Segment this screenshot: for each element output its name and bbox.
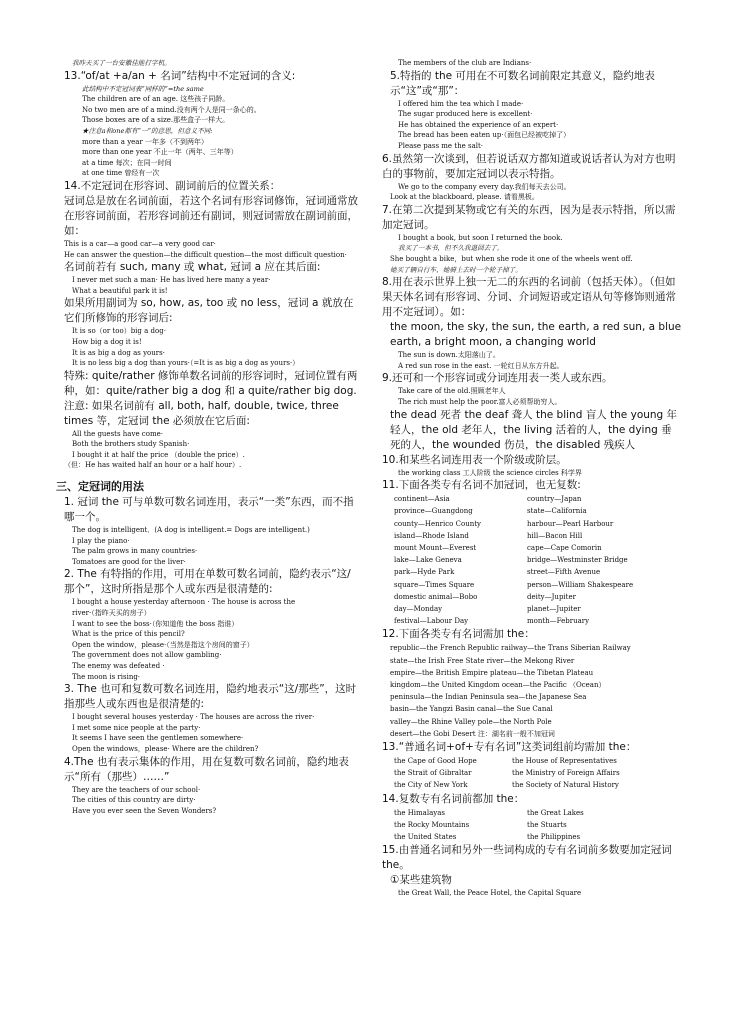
left-line: It is no less big a dog than yours·（=It is as big a dog as yours·） [72,359,300,368]
item-15-sub-buildings: ①某些建筑物 [390,874,452,887]
table-row [382,518,682,530]
right-line: Look at the blackboard, please. 请看黑板。 [390,193,539,202]
table-row: basin—the Yangzi Basin canal—the Sue Canal [390,705,553,714]
table-cell: the Cape of Good Hope [394,756,477,765]
right-column [382,58,682,899]
table-cell: day—Monday [394,604,443,613]
right-line: Please pass me the salt· [398,141,484,150]
left-line: I bought several houses yesterday · The houses are across the river· [72,713,315,722]
left-line: The moon is rising· [72,672,141,681]
left-line: 注意: 如果名词前有 all, both, half, double, twice, three times 等，定冠词 the 必须放在它后面: [64,399,339,427]
left-line: （但：He has waited half an hour or a half hour）. [64,461,242,470]
right-lines [382,58,682,493]
table-cell: planet—Jupiter [527,604,581,613]
table-cell: month—February [527,617,590,626]
table-cell: the House of Representatives [512,756,617,765]
left-line: more than one year 不止一年（两年、三年等） [82,148,238,157]
table-cell: the Rocky Mountains [394,820,470,829]
table-cell: deity—Jupiter [527,592,576,601]
table-cell: province—Guangdong [394,507,473,516]
table-row: peninsula—the Indian Peninsula sea—the Japanese Sea [390,693,587,702]
table-row [382,755,682,767]
table-cell: the City of New York [394,781,468,790]
item-15-examples: the Great Wall, the Peace Hotel, the Capital Square [398,889,582,898]
right-line: The sun is down.太阳落山了。 [398,351,500,360]
left-line: 三、定冠词的用法 [56,480,144,494]
table-cell: harbour—Pearl Harbour [527,519,614,528]
right-line: The sugar produced here is excellent· [398,110,533,119]
table-cell: street—Fifth Avenue [527,568,601,577]
right-line: the working class 工人阶级 the science circles 科学界 [398,468,582,477]
table-cell: lake—Lake Geneva [394,556,462,565]
right-line: He has obtained the experience of an expert· [398,120,559,129]
table-12-proper-nouns-with-the [382,642,682,740]
right-line: 她买了辆自行车，她骑上去时一个轮子掉了。 [390,265,522,274]
item-14-heading: 14.复数专有名词前都加 the： [382,792,525,805]
right-line: The members of the club are Indians· [398,59,532,67]
table-row [382,831,682,843]
table-row [382,542,682,554]
left-line: The enemy was defeated · [72,662,165,670]
table-row [382,579,682,591]
right-line: 5.特指的 the 可用在不可数名词前限定其意义，隐约地表示“这”或“那”： [390,69,655,97]
left-line: Tomatoes are good for the liver· [72,557,186,566]
right-line: I bought a book, but soon I returned the book. [398,233,563,242]
item-12-heading: 12.下面各类专有名词需加 the： [382,628,535,641]
table-13-of-phrases [382,755,682,792]
table-cell: park—Hyde Park [394,568,455,577]
table-row [382,767,682,779]
left-line: 4.The 也有表示集体的作用，用在复数可数名词前，隐约地表示“所有（那些）……” [64,755,349,783]
table-row [382,807,682,819]
left-line: What is the price of this pencil? [72,630,185,639]
table-row: desert—the Gobi Desert 注：湖名前一般不加冠词 [390,729,555,738]
right-line: the moon, the sky, the sun, the earth, a red sun, a blue earth, a bright moon, a changing world [390,321,682,349]
table-cell: country—Japan [527,495,582,504]
left-line: river·（指昨天买的房子） [72,609,151,618]
left-line: The palm grows in many countries· [72,547,198,556]
left-line: Both the brothers study Spanish· [72,440,190,449]
table-cell: festival—Labour Day [394,617,469,626]
table-cell: the United States [394,832,457,841]
table-cell: island—Rhode Island [394,531,469,540]
left-line: Have you ever seen the Seven Wonders? [72,806,217,815]
table-cell: person—William Shakespeare [527,580,634,589]
left-line: 13.“of/at +a/an + 名词”结构中不定冠词的含义: [64,69,296,82]
right-line: She bought a bike，but when she rode it one of the wheels went off. [390,254,633,263]
right-line: A red sun rose in the east. 一轮红日从东方升起。 [398,361,564,370]
right-line: the dead 死者 the deaf 聋人 the blind 盲人 the young 年轻人，the old 老年人，the living 活着的人，the dying 垂死的人，the wounded 伤员，the disabled 残疾人 [390,408,678,451]
table-row [382,554,682,566]
right-line: 9.还可和一个形容词或分词连用表一类人或东西。 [382,372,613,385]
table-row: empire—the British Empire plateau—the Tibetan Plateau [390,668,594,677]
left-line: 2. The 有特指的作用，可用在单数可数名词前，隐约表示“这/那个”，这时所指是那个人或东西是很清楚的: [64,568,351,596]
table-row [382,591,682,603]
table-cell: the Himalayas [394,808,445,817]
right-line: 8.用在表示世界上独一无二的东西的名词前（包括天体）。（但如果天体名词有形容词、分词、介词短语或定语从句等修饰则通常用不定冠词）。如： [382,276,676,319]
left-line: Open the window，please·（当然是指这个房间的窗子） [72,640,254,649]
table-cell: the Stuarts [527,820,567,829]
left-line: The cities of this country are dirty· [72,796,196,805]
right-line: I offered him the tea which I made· [398,99,524,108]
right-line: 7.在第二次提到某物或它有关的东西，因为是表示特指，所以需加定冠词。 [382,203,676,231]
right-line: 11.下面各类专有名词不加冠词，也无复数: [382,479,581,492]
table-cell: domestic animal—Bobo [394,592,478,601]
right-line: 6.虽然第一次谈到，但若说话双方都知道或说话者认为对方也明白的事物前，要加定冠词以表示特指。 [382,152,676,180]
left-line: It seems I have seen the gentlemen somewhere· [72,734,244,743]
right-line: The bread has been eaten up·（面包已经被吃掉了） [398,131,571,140]
left-line: The children are of an age. 这些孩子同龄。 [82,95,230,104]
left-line: 我昨天买了一台安徽佳能打字机。 [72,59,171,67]
table-row: state—the Irish Free State river—the Mekong River [390,656,575,665]
left-line: No two men are of a mind.没有两个人是同一条心的。 [82,105,261,114]
table-row [382,615,682,627]
left-line: Those boxes are of a size.那些盒子一样大。 [82,116,230,125]
table-cell: the Philippines [527,832,581,841]
left-column [56,58,358,816]
left-line: He can answer the question—the difficult question—the most difficult question· [64,250,347,259]
left-line: 冠词总是放在名词前面，若这个名词有形容词修饰，冠词通常放在形容词前面，若形容词前还有副词，则冠词需放在副词前面，如： [64,194,358,237]
table-14-plural-proper-nouns [382,807,682,844]
table-cell: county—Henrico County [394,519,481,528]
left-line: I met some nice people at the party· [72,723,201,732]
left-line: I bought a house yesterday afternoon · The house is across the [72,598,296,607]
left-line: What a beautiful park it is! [72,286,168,295]
left-line: It is as big a dog as yours· [72,348,165,357]
right-line: We go to the company every day.我们每天去公司。 [398,182,571,191]
right-line: Take care of the old.照顾老年人 [398,387,506,396]
table-cell: continent—Asia [394,495,450,504]
left-line: This is a car—a good car—a very good car· [64,239,216,248]
table-row [382,530,682,542]
left-line: Open the windows，please· Where are the children? [72,744,259,753]
table-row [382,505,682,517]
left-line: 特殊: quite/rather 修饰单数名词前的形容词时，冠词位置有两种，如：quite/rather big a dog 和 a quite/rather big dog. [64,369,358,397]
left-line: 名词前若有 such, many 或 what, 冠词 a 应在其后面: [64,261,321,274]
table-row [382,819,682,831]
left-line: It is so（or too）big a dog· [72,327,166,336]
table-cell: mount Mount—Everest [394,543,477,552]
table-cell: state—California [527,507,587,516]
left-line: 14.不定冠词在形容词、副词前后的位置关系： [64,179,281,192]
left-line: 此结构中不定冠词表“同样的”=the same [82,84,204,93]
right-line: The rich must help the poor.富人必须帮助穷人。 [398,397,562,406]
left-line: more than a year 一年多（不到两年） [82,137,209,146]
right-line: 我买了一本书，但不久我退回去了。 [398,244,504,253]
table-row: republic—the French Republic railway—the Trans Siberian Railway [390,644,631,653]
table-11-proper-nouns-no-article [382,493,682,627]
left-line: I never met such a man· He has lived here many a year· [72,276,271,285]
table-cell: square—Times Square [394,580,475,589]
left-line: 如果所用副词为 so, how, as, too 或 no less，冠词 a 就放在它们所修饰的形容词后: [64,297,354,325]
right-line: 10.和某些名词连用表一个阶级或阶层。 [382,453,567,466]
table-cell: the Ministry of Foreign Affairs [512,769,620,778]
left-line: I bought it at half the price （double the price）. [72,450,245,459]
table-row: kingdom—the United Kingdom ocean—the Pacific （Ocean） [390,680,606,689]
table-row [382,603,682,615]
table-cell: hill—Bacon Hill [527,531,583,540]
left-line: ★注意a和one都有“一”的意思，但意义不同: [82,126,213,135]
left-line: 1. 冠词 the 可与单数可数名词连用，表示“一类”东西，而不指哪一个。 [64,496,354,524]
left-line: 3. The 也可和复数可数名词连用，隐约地表示“这/那些”，这时指那些人或东西也是很清楚的: [64,683,357,711]
left-line: How big a dog it is! [72,337,142,346]
item-13-heading: 13.“普通名词+of+专有名词”这类词组前均需加 the： [382,740,637,753]
left-line: The government does not allow gambling· [72,651,222,660]
table-row [382,493,682,505]
left-line: at a time 每次；在同一时间 [82,158,172,167]
left-line: All the guests have come· [72,429,163,438]
item-15-heading: 15.由普通名词和另外一些词构成的专有名词前多数要加定冠词 the。 [382,844,672,872]
left-line: The dog is intelligent．(A dog is intelligent.= Dogs are intelligent.) [72,526,310,535]
table-row [382,779,682,791]
table-row: valley—the Rhine Valley pole—the North Pole [390,717,552,726]
left-line: I want to see the boss·（你知道他 the boss 指谁） [72,619,239,628]
left-line: They are the teachers of our school· [72,785,201,794]
table-cell: the Society of Natural History [512,781,619,790]
table-cell: the Strait of Gibraltar [394,769,472,778]
table-cell: bridge—Westminster Bridge [527,556,628,565]
left-line: at one time 曾经有一次 [82,169,160,178]
left-line: I play the piano· [72,536,130,545]
table-cell: the Great Lakes [527,808,584,817]
table-row [382,566,682,578]
table-cell: cape—Cape Comorin [527,543,602,552]
